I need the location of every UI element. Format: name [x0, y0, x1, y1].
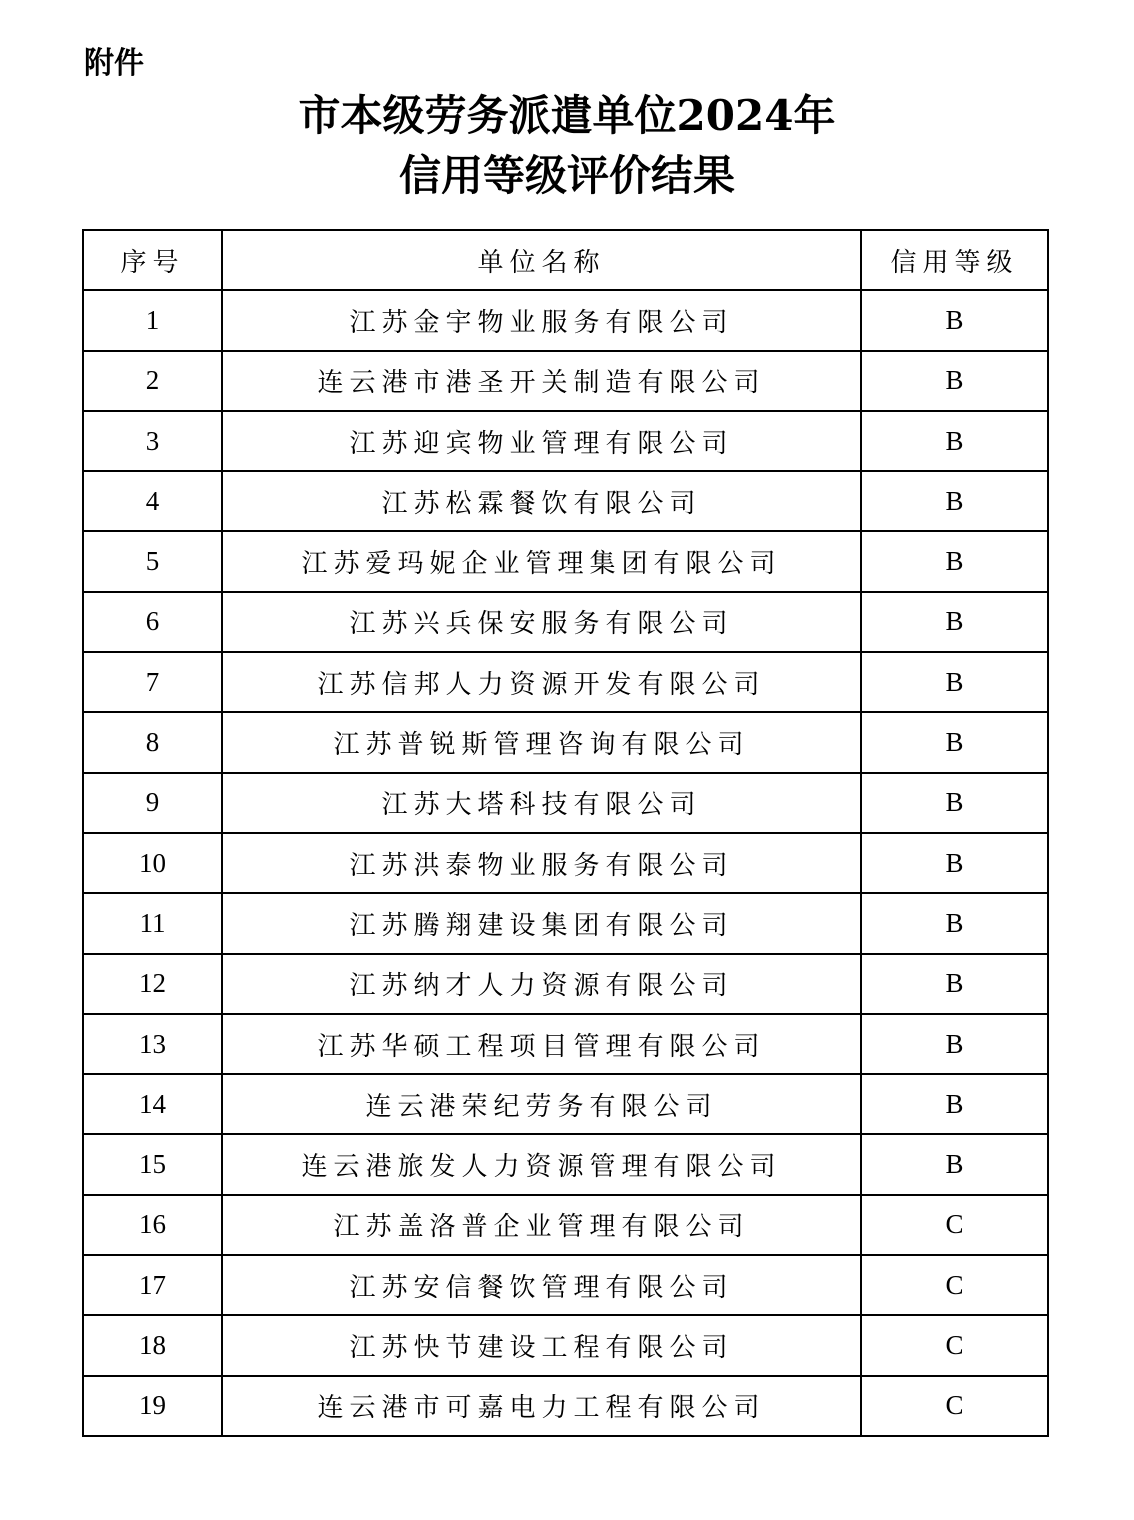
header-index: 序号: [83, 230, 222, 290]
row-index: 12: [83, 954, 222, 1014]
document-title-line1: 市本级劳务派遣单位2024年: [298, 91, 836, 140]
row-index: 6: [83, 592, 222, 652]
row-index: 10: [83, 833, 222, 893]
row-index: 17: [83, 1255, 222, 1315]
row-index: 2: [83, 351, 222, 411]
table-row: [83, 471, 1048, 531]
unit-name: 连云港市可嘉电力工程有限公司: [222, 1376, 861, 1436]
credit-grade: B: [861, 1014, 1048, 1074]
table-row: [83, 712, 1048, 772]
unit-name: 江苏洪泰物业服务有限公司: [222, 833, 861, 893]
row-index: 19: [83, 1376, 222, 1436]
header-credit-grade: 信用等级: [861, 230, 1048, 290]
credit-grade: B: [861, 351, 1048, 411]
unit-name: 江苏纳才人力资源有限公司: [222, 954, 861, 1014]
document-title-line2: 信用等级评价结果: [398, 151, 735, 200]
credit-grade: B: [861, 773, 1048, 833]
credit-grade: B: [861, 290, 1048, 350]
row-index: 5: [83, 531, 222, 591]
row-index: 9: [83, 773, 222, 833]
row-index: 14: [83, 1074, 222, 1134]
unit-name: 连云港旅发人力资源管理有限公司: [222, 1134, 861, 1194]
table-row: [83, 290, 1048, 350]
credit-grade: B: [861, 893, 1048, 953]
row-index: 13: [83, 1014, 222, 1074]
credit-grade: B: [861, 1134, 1048, 1194]
table-row: [83, 411, 1048, 471]
table-row: [83, 1376, 1048, 1436]
unit-name: 江苏快节建设工程有限公司: [222, 1315, 861, 1375]
unit-name: 连云港荣纪劳务有限公司: [222, 1074, 861, 1134]
unit-name: 江苏腾翔建设集团有限公司: [222, 893, 861, 953]
table-row: [83, 893, 1048, 953]
table-row: [83, 1014, 1048, 1074]
credit-grade: B: [861, 411, 1048, 471]
unit-name: 江苏金宇物业服务有限公司: [222, 290, 861, 350]
credit-grade: C: [861, 1376, 1048, 1436]
credit-grade: B: [861, 1074, 1048, 1134]
attachment-label: 附件: [84, 46, 144, 81]
row-index: 16: [83, 1195, 222, 1255]
unit-name: 江苏盖洛普企业管理有限公司: [222, 1195, 861, 1255]
table-row: [83, 954, 1048, 1014]
table-row: [83, 1134, 1048, 1194]
table-row: [83, 1074, 1048, 1134]
unit-name: 江苏安信餐饮管理有限公司: [222, 1255, 861, 1315]
table-row: [83, 531, 1048, 591]
unit-name: 江苏大塔科技有限公司: [222, 773, 861, 833]
row-index: 3: [83, 411, 222, 471]
credit-grade: C: [861, 1255, 1048, 1315]
table-row: [83, 773, 1048, 833]
table-row: [83, 592, 1048, 652]
unit-name: 江苏爱玛妮企业管理集团有限公司: [222, 531, 861, 591]
table-row: [83, 1195, 1048, 1255]
credit-grade: C: [861, 1195, 1048, 1255]
credit-grade: B: [861, 833, 1048, 893]
unit-name: 江苏信邦人力资源开发有限公司: [222, 652, 861, 712]
unit-name: 江苏迎宾物业管理有限公司: [222, 411, 861, 471]
row-index: 11: [83, 893, 222, 953]
row-index: 8: [83, 712, 222, 772]
credit-grade: B: [861, 652, 1048, 712]
table-header-row: [83, 230, 1048, 290]
unit-name: 江苏华硕工程项目管理有限公司: [222, 1014, 861, 1074]
header-unit-name: 单位名称: [222, 230, 861, 290]
credit-grade: C: [861, 1315, 1048, 1375]
unit-name: 江苏兴兵保安服务有限公司: [222, 592, 861, 652]
row-index: 7: [83, 652, 222, 712]
table-row: [83, 1255, 1048, 1315]
credit-rating-table: [82, 229, 1049, 1437]
row-index: 1: [83, 290, 222, 350]
unit-name: 江苏普锐斯管理咨询有限公司: [222, 712, 861, 772]
table-row: [83, 351, 1048, 411]
credit-grade: B: [861, 471, 1048, 531]
credit-grade: B: [861, 531, 1048, 591]
row-index: 18: [83, 1315, 222, 1375]
row-index: 15: [83, 1134, 222, 1194]
credit-grade: B: [861, 712, 1048, 772]
row-index: 4: [83, 471, 222, 531]
table-row: [83, 1315, 1048, 1375]
unit-name: 连云港市港圣开关制造有限公司: [222, 351, 861, 411]
credit-grade: B: [861, 592, 1048, 652]
credit-grade: B: [861, 954, 1048, 1014]
table-row: [83, 652, 1048, 712]
unit-name: 江苏松霖餐饮有限公司: [222, 471, 861, 531]
table-row: [83, 833, 1048, 893]
